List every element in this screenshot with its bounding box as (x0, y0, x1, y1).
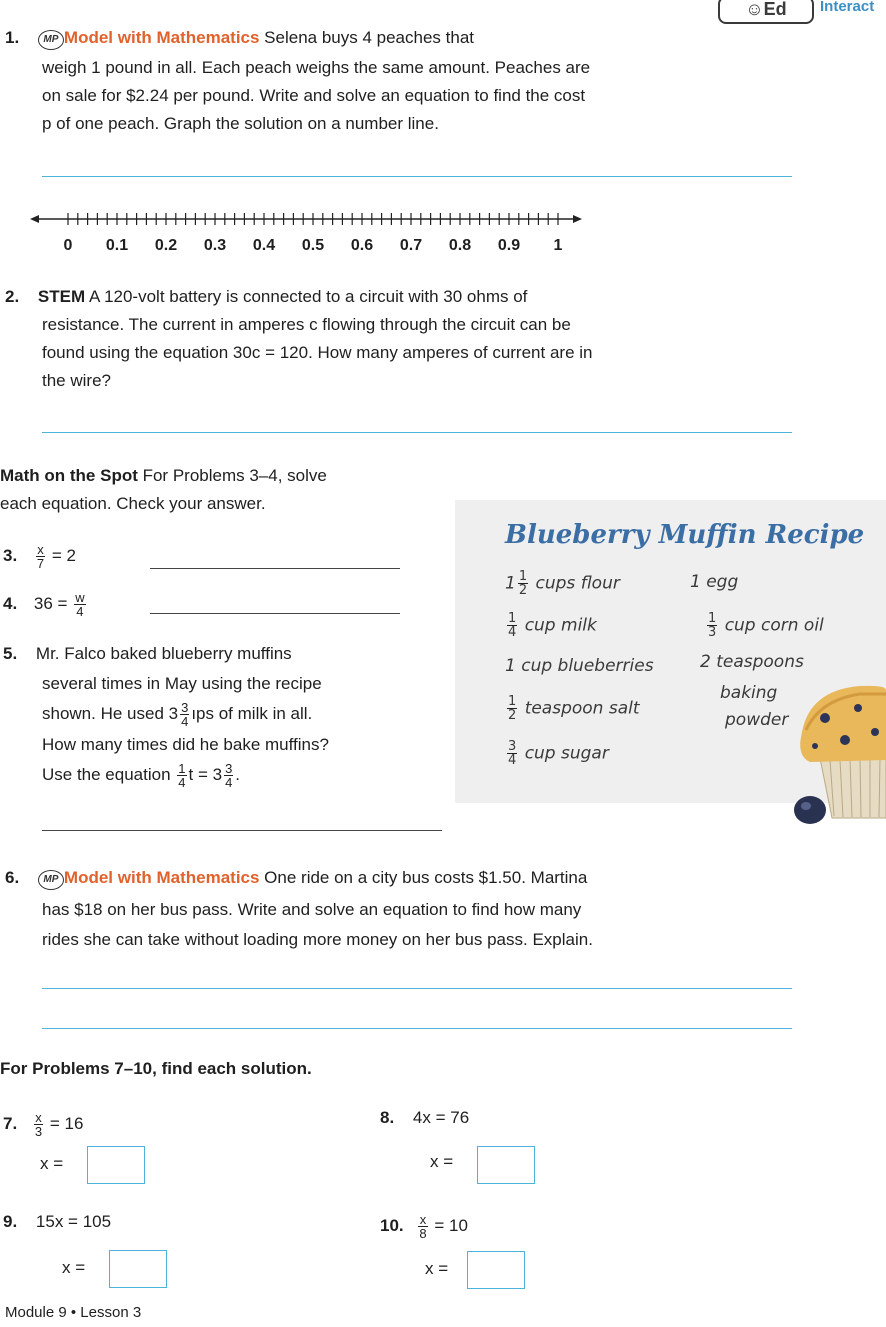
problem-number: 10. (380, 1216, 404, 1235)
denominator: 2 (508, 708, 517, 723)
problem-text-line: p of one peach. Graph the solution on a number line. (42, 114, 439, 133)
problem-text: ıps of milk in all. (191, 704, 313, 723)
fraction (34, 1111, 43, 1138)
problem-6 (5, 864, 587, 892)
fraction (74, 591, 85, 618)
numerator: 3 (181, 700, 189, 716)
whole-number: 1 (505, 573, 516, 594)
problem-number: 4. (3, 594, 18, 613)
equation-text: t = 3 (188, 765, 223, 784)
problem-number: 7. (3, 1114, 18, 1133)
problem-text-line: resistance. The current in amperes c flowing through the circuit can be (42, 315, 571, 334)
tick-label: 0.3 (203, 237, 227, 254)
tick-label: 0.7 (399, 237, 423, 254)
denominator: 4 (181, 714, 189, 730)
problem-text-line: found using the equation 30c = 120. How many amperes of current are in (42, 343, 593, 362)
fraction (707, 612, 717, 639)
problem-5 (3, 640, 292, 668)
fraction (36, 543, 45, 570)
denominator: 4 (225, 775, 233, 791)
stem-label: STEM (37, 287, 86, 306)
answer-label: x = (425, 1259, 449, 1278)
ingredient-text: teaspoon salt (524, 698, 640, 719)
answer-box[interactable] (477, 1146, 535, 1184)
numerator: x (37, 542, 44, 558)
recipe-salt (505, 695, 640, 722)
interact-link[interactable]: Interact (820, 0, 875, 15)
equation: 4x = 76 (412, 1108, 470, 1127)
problem-3 (3, 542, 76, 570)
spot-text: For Problems 3–4, solve (137, 466, 327, 485)
problem-text-line: shown. He used 3 $\frac{3}{4}$ ıps of milk in all. (42, 700, 313, 730)
problem-text-line: several times in May using the recipe (42, 674, 322, 693)
equation-rhs: = 10 (434, 1216, 468, 1235)
ingredient-text: cup milk (524, 615, 597, 636)
denominator: 4 (76, 604, 84, 620)
answer-box[interactable] (87, 1146, 145, 1184)
answer-line[interactable] (150, 613, 400, 614)
problem-text-line: the wire? (42, 371, 111, 390)
numerator: w (75, 590, 85, 606)
problem-text-line: One ride on a city bus costs $1.50. Martina (259, 868, 588, 887)
tick-label: 0.1 (105, 237, 129, 254)
problem-text-line: How many times did he bake muffins? (42, 735, 329, 754)
recipe-flour (505, 570, 620, 597)
mp-title: Model with Mathematics (63, 868, 260, 887)
muffin-image (780, 680, 886, 830)
tick-label: 0.9 (497, 237, 521, 254)
recipe-egg: 1 egg (690, 572, 739, 592)
fraction (507, 612, 517, 639)
equation-rhs: = 2 (51, 546, 76, 565)
ingredient-text: cup sugar (524, 743, 609, 764)
recipe-powder: powder (725, 710, 789, 730)
denominator: 4 (178, 775, 186, 791)
ingredient-text: cup corn oil (724, 615, 824, 636)
denominator: 2 (518, 583, 528, 598)
spot-heading (0, 462, 327, 490)
answer-box[interactable] (109, 1250, 167, 1288)
problem-text-line: rides she can take without loading more money on her bus pass. Explain. (42, 930, 593, 949)
denominator: 7 (36, 556, 45, 572)
tick-label: 0.4 (252, 237, 276, 254)
tick-label: 0 (63, 237, 73, 254)
recipe-powder: 2 teaspoons (700, 652, 804, 672)
problem-9 (3, 1208, 111, 1236)
numerator: 3 (508, 739, 517, 754)
recipe-sugar (505, 740, 609, 767)
problem-text: . (235, 765, 241, 784)
mp-title: Model with Mathematics (63, 28, 260, 47)
answer-label: x = (62, 1258, 86, 1277)
tick-label: 0.5 (301, 237, 325, 254)
footer-module-lesson: Module 9 • Lesson 3 (5, 1304, 142, 1321)
tick-label: 0.2 (154, 237, 178, 254)
problem-text-line: on sale for $2.24 per pound. Write and solve an equation to find the cost (42, 86, 586, 105)
denominator: 4 (508, 625, 517, 640)
fraction (177, 762, 186, 789)
ingredient-text: cups flour (535, 573, 620, 594)
denominator: 3 (708, 625, 717, 640)
answer-label: x = (40, 1154, 64, 1173)
problem-text-line: has $18 on her bus pass. Write and solve an equation to find how many (42, 900, 582, 919)
answer-label: x = (430, 1152, 454, 1171)
denominator: 8 (419, 1226, 427, 1242)
problem-text-line: weigh 1 pound in all. Each peach weighs the same amount. Peaches are (42, 58, 591, 77)
problem-number: 8. (380, 1108, 395, 1127)
answer-line[interactable] (42, 830, 442, 831)
mp-icon: MP (38, 870, 64, 890)
problem-4 (3, 590, 88, 618)
problem-1 (5, 24, 474, 52)
problem-text-line: A 120-volt battery is connected to a circuit with 30 ohms of (85, 287, 528, 306)
problem-number: 6. (5, 868, 20, 887)
recipe-powder: baking (720, 683, 778, 703)
problem-number: 3. (3, 546, 18, 565)
problem-text-line: Selena buys 4 peaches that (259, 28, 474, 47)
problem-2 (5, 283, 527, 311)
fraction (180, 701, 189, 728)
numerator: 1 (708, 611, 717, 626)
recipe-milk (505, 612, 597, 639)
numerator: x (35, 1110, 42, 1126)
problem-number: 9. (3, 1212, 18, 1231)
ed-badge-label: ☺Ed (745, 0, 787, 19)
equation-rhs: = 16 (49, 1114, 84, 1133)
equation: 15x = 105 (35, 1212, 112, 1231)
number-line[interactable] (30, 205, 590, 255)
numerator: 1 (508, 611, 517, 626)
tick-label: 1 (553, 237, 563, 254)
fraction (507, 695, 517, 722)
problem-equation (42, 761, 240, 789)
problem-text: Use the equation (42, 765, 176, 784)
problem-number: 1. (5, 28, 20, 47)
section-heading: For Problems 7–10, find each solution. (0, 1059, 312, 1078)
numerator: 3 (225, 761, 233, 777)
problem-text-line: Mr. Falco baked blueberry muffins (35, 644, 292, 663)
fraction (224, 762, 233, 789)
spot-title: Math on the Spot (0, 466, 138, 485)
answer-line[interactable] (42, 988, 792, 989)
tick-label: 0.6 (350, 237, 374, 254)
answer-line[interactable] (42, 1028, 792, 1029)
answer-line[interactable] (42, 432, 792, 433)
problem-number: 2. (5, 287, 20, 306)
numerator: 1 (178, 761, 186, 777)
fraction (507, 740, 517, 767)
denominator: 4 (508, 753, 517, 768)
equation-lhs: 36 = (33, 594, 68, 613)
answer-line[interactable] (150, 568, 400, 569)
problem-10 (380, 1212, 468, 1240)
denominator: 3 (34, 1124, 43, 1140)
numerator: 1 (518, 569, 528, 584)
tick-label: 0.8 (448, 237, 472, 254)
spot-text: each equation. Check your answer. (0, 494, 266, 513)
problem-8 (380, 1104, 469, 1132)
mp-icon: MP (38, 30, 64, 50)
recipe-blueberries: 1 cup blueberries (505, 656, 654, 676)
answer-box[interactable] (467, 1251, 525, 1289)
problem-number: 5. (3, 644, 18, 663)
numerator: x (419, 1212, 427, 1228)
answer-line[interactable] (42, 176, 792, 177)
left-arrow-icon (30, 215, 39, 223)
ed-badge[interactable] (718, 0, 814, 24)
problem-7 (3, 1110, 83, 1138)
recipe-title: Blueberry Muffin Recipe (505, 520, 865, 550)
numerator: 1 (508, 694, 517, 709)
recipe-oil (705, 612, 824, 639)
fraction (418, 1213, 427, 1240)
right-arrow-icon (573, 215, 582, 223)
fraction (518, 570, 528, 597)
